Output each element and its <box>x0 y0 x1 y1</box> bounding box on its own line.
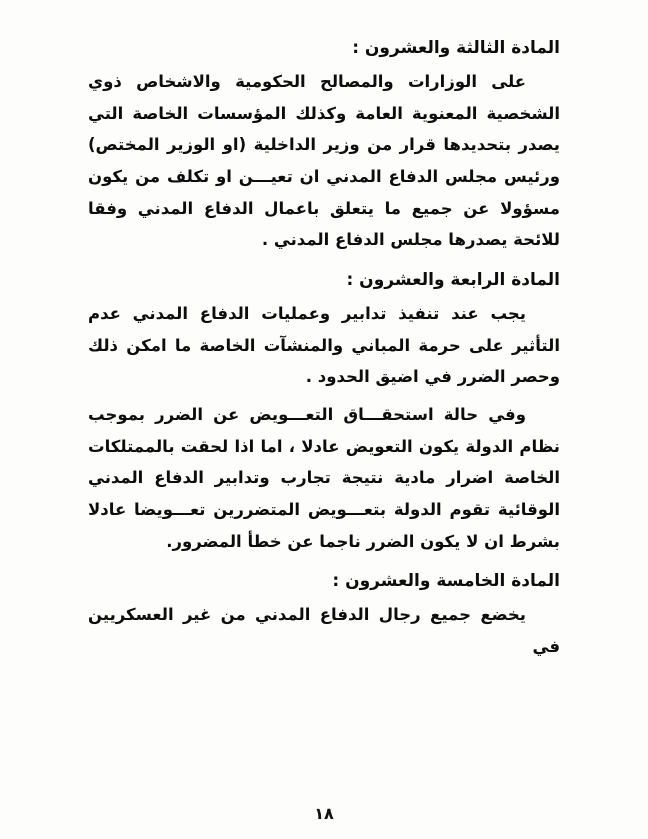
document-body <box>88 38 560 669</box>
article-25-paragraph: يخضع جميع رجال الدفاع المدني من غير العسكريين في <box>88 605 560 657</box>
article-24-paragraph-1: يجب عند تنفيذ تدابير وعمليات الدفاع المدني عدم التأثير على حرمة المباني والمنشآت الخاصة ما امكن ذلك وحصر الضرر في اضيق الحدود . <box>88 304 560 387</box>
page-number: ١٨ <box>314 804 334 823</box>
article-24-heading: المادة الرابعة والعشرون : <box>346 270 560 291</box>
article-25-heading: المادة الخامسة والعشرون : <box>332 571 560 592</box>
article-23-paragraph: على الوزارات والمصالح الحكومية والاشخاص ذوي الشخصية المعنوية العامة وكذلك المؤسسات الخاصة التي يصدر بتحديدها قرار من وزير الداخلية (او الوزير المختص) ورئيس مجلس الدفاع المدني ان تعيـــن او تكلف من يكون مسؤولا عن جميع ما يتعلق باعمال الدفاع المدني وفقا للائحة يصدرها مجلس الدفاع المدني . <box>88 72 560 250</box>
article-23-heading: المادة الثالثة والعشرون : <box>352 38 560 58</box>
article-24-paragraph-2: وفي حالة استحقـــاق التعـــويض عن الضرر بموجب نظام الدولة يكون التعويض عادلا ، اما اذا لحقت بالممتلكات الخاصة اضرار مادية نتيجة تجارب وتدابير الدفاع المدني الوقائية تقوم الدولة بتعـــويض المتضررين تعـــويضا عادلا بشرط ان لا يكون الضرر ناجما عن خطأ المضرور. <box>88 405 560 551</box>
